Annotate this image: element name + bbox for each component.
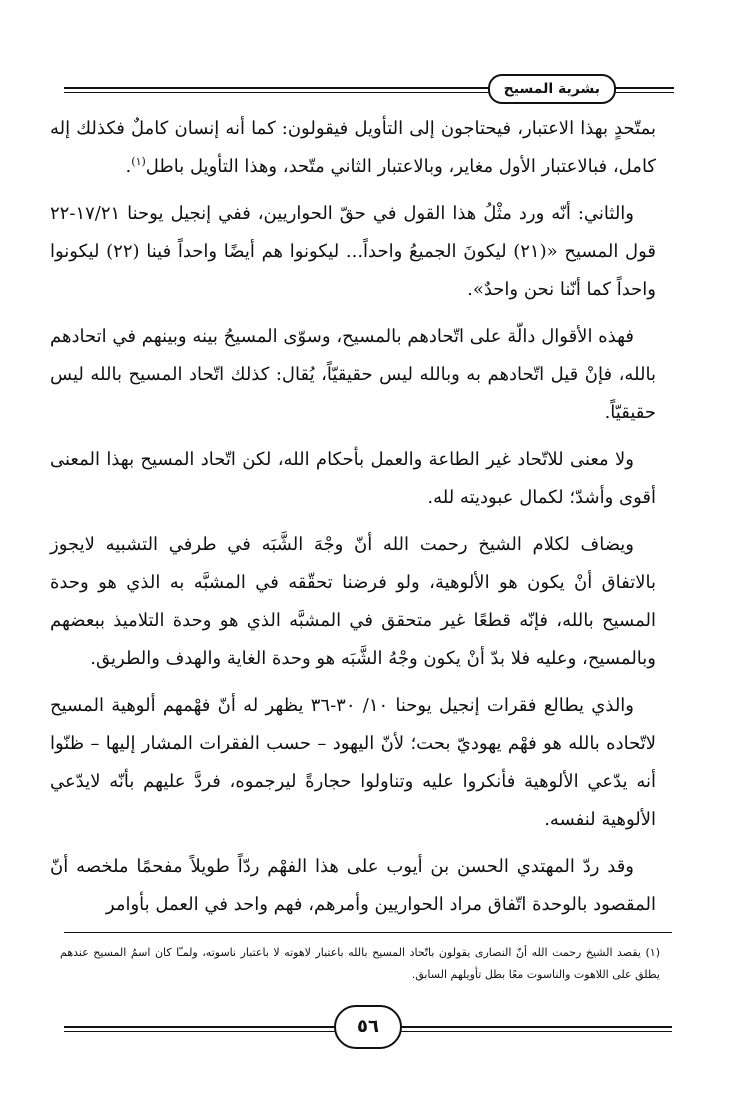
page-footer <box>64 1003 672 1049</box>
footnote: (١) يقصد الشيخ رحمت الله أنّ النصارى يقولون باتّحاد المسيح بالله باعتبار لاهوته لا باعتبار ناسوته، ولمـّا كان اسمُ المسيح عندهم يطلق على اللاهوت والناسوت معًا بطل تأويلهم السابق. <box>60 946 660 981</box>
paragraph: والذي يطالع فقرات إنجيل يوحنا ١٠/ ٣٠-٣٦ يظهر له أنّ فهْمهم ألوهية المسيح لاتّحاده بالله هو فهْم يهوديّ بحت؛ لأنّ اليهود – حسب الفقرات المشار إليها – ظنّوا أنه يدّعي الألوهية فأنكروا عليه وتناولوا حجارةً ليرجموه، فردَّ عليهم بأنّه لايدّعي الألوهية لنفسه. <box>50 695 656 830</box>
paragraph <box>50 110 656 186</box>
paragraph: ولا معنى للاتّحاد غير الطاعة والعمل بأحكام الله، لكن اتّحاد المسيح بهذا المعنى أقوى وأشدّ؛ لكمال عبوديته لله. <box>50 449 656 508</box>
paragraph-end: . <box>125 156 132 177</box>
paragraph-text: بمتّحدٍ بهذا الاعتبار، فيحتاجون إلى التأويل فيقولون: كما أنه إنسان كاملٌ فكذلك إله كامل، فبالاعتبار الأول مغاير، وبالاعتبار الثاني متّحد، وهذا التأويل باطل <box>50 118 656 177</box>
page-number: ٥٦ <box>334 1005 402 1049</box>
page-header <box>64 72 674 104</box>
paragraph: ويضاف لكلام الشيخ رحمت الله أنّ وجْهَ الشَّبَه في طرفي التشبيه لايجوز بالاتفاق أنْ يكون هو الألوهية، ولو فرضنا تحقّقه في المشبَّه به الذي هو وحدة المسيح بالله، فإنّه قطعًا غير متحقق في المشبَّه الذي هو وحدة التلاميذ ببعضهم وبالمسيح، وعليه فلا بدّ أنْ يكون وجْهُ الشَّبَه هو وحدة الغاية والهدف والطريق. <box>50 534 656 669</box>
paragraph: فهذه الأقوال دالّة على اتّحادهم بالمسيح، وسوّى المسيحُ بينه وبينهم في اتحادهم بالله، فإنْ قيل اتّحادهم به وبالله ليس حقيقيّاً، يُقال: كذلك اتّحاد المسيح بالله ليس حقيقيّاً. <box>50 326 656 423</box>
footnote-reference: (١) <box>131 155 146 168</box>
footnotes <box>60 942 660 986</box>
paragraph: وقد ردّ المهتدي الحسن بن أيوب على هذا الفهْم ردّاً طويلاً مفحمًا ملخصه أنّ المقصود بالوحدة اتّفاق مراد الحواريين وأمرهم، فهم واحد في العمل بأوامر <box>50 856 656 915</box>
footnote-separator <box>64 932 672 933</box>
running-title: بشرية المسيح <box>488 74 616 104</box>
main-text <box>50 110 656 933</box>
paragraph: والثاني: أنّه ورد مثْلُ هذا القول في حقّ الحواريين، ففي إنجيل يوحنا ١٧/٢١-٢٢ قول المسيح «(٢١) ليكونَ الجميعُ واحداً... ليكونوا هم أيضًا واحداً فينا (٢٢) ليكونوا واحداً كما أنّنا نحن واحدٌ». <box>50 203 656 300</box>
